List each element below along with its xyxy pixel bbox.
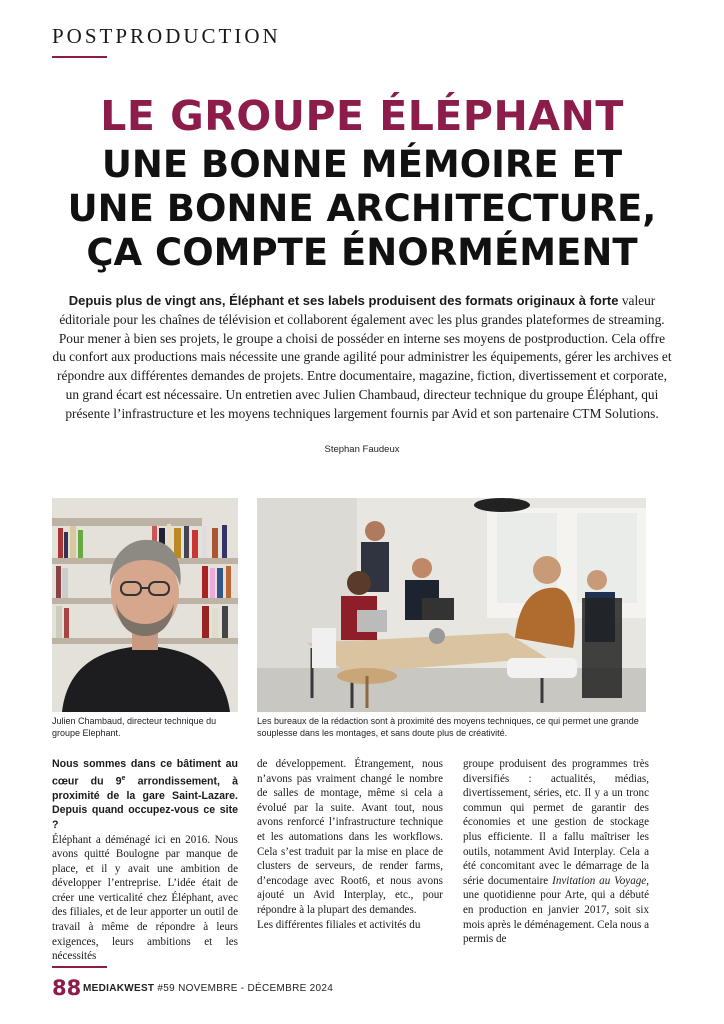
lede-bold: Depuis plus de vingt ans, Éléphant et ses labels produisent des formats originaux à forte [68, 293, 619, 308]
body-column-1 [52, 757, 238, 964]
body-column-2 [257, 757, 443, 932]
issue-info: #59 NOVEMBRE - DÉCEMBRE 2024 [154, 983, 334, 994]
answer-continuation: de développement. Étrangement, nous n’avons pas vraiment changé le nombre de salles de montage, même si cela a évolué par la suite. Avant tout, nous avons renforcé l’infrastructure technique et les automations dans les workflows. Cela s’est traduit par la mise en place de clusters de serveurs, de render farms, d’encodage avec Root6, et nous avons ajouté un Avid Interplay, etc., pour répondre à la plupart des demandes. [257, 758, 443, 916]
section-rule [52, 56, 107, 58]
headline-title: LE GROUPE ÉLÉPHANT [100, 92, 624, 140]
section-label: POSTPRODUCTION [52, 24, 281, 48]
interview-question: Nous sommes dans ce bâtiment au cœur du 9e arrondissement, à proximité de la gare Saint-Lazare. Depuis quand occupez-vous ce site ? [52, 758, 238, 831]
answer-paragraph-2: Les différentes filiales et activités du [257, 918, 421, 931]
body-column-3 [463, 757, 649, 947]
newsroom-photo [257, 498, 646, 712]
portrait-photo [52, 498, 238, 712]
headline-line-4: ÇA COMPTE ÉNORMÉMENT [86, 231, 638, 274]
footer-rule [52, 966, 107, 968]
magazine-name: MEDIAKWEST [83, 983, 155, 994]
byline: Stephan Faudeux [324, 444, 400, 455]
show-title: Invitation au Voyage [552, 874, 647, 887]
lede-text: valeur éditoriale pour les chaînes de télévision et collaborent également avec les plus grandes plateformes de streaming. Pour mener à bien ses projets, le groupe a choisi de posséder en interne ses moyens de postproduction. Cela offre du confort aux productions mais nécessite une grande agilité pour administrer les équipements, gérer les archives et répondre aux différentes demandes de projets. Entre documentaire, magazine, fiction, divertissement et corporate, un grand écart est nécessaire. Un entretien avec Julien Chambaud, directeur technique du groupe Éléphant, qui présente l’infrastructure et les moyens techniques largement fournis par Avid et son partenaire CTM Solutions. [52, 293, 672, 421]
page-number: 88 [52, 976, 82, 1000]
caption-portrait: Julien Chambaud, directeur technique du groupe Elephant. [52, 716, 217, 738]
headline-line-3: UNE BONNE ARCHITECTURE, [67, 187, 657, 230]
answer-continuation-2: groupe produisent des programmes très diversifiés : actualités, médias, divertissement, séries, etc. Il y a un tronc commun qui permet de garantir des économies et une gestion de stockage plus efficiente. Il a fallu maîtriser les outils, notamment Avid Interplay. Cela a été concomitant avec le démarrage de la série documentaire Invitation au Voyage, une quotidienne pour Arte, qui a débuté en production en janvier 2017, soit six mois après le déménagement. Cela nous a permis de [463, 758, 649, 946]
caption-newsroom: Les bureaux de la rédaction sont à proximité des moyens techniques, ce qui permet une grande souplesse dans les montages, et sans doute plus de créativité. [257, 716, 639, 738]
lede-paragraph [52, 292, 672, 424]
answer-paragraph: Éléphant a déménagé ici en 2016. Nous avons quitté Boulogne par manque de place, et il y avait une ambition de développer l’entreprise. L’idée était de créer une verticalité chez Éléphant, avec des filiales, et de leur apporter un outil de travail à même de répondre à leurs exigences, leurs ambitions et les nécessités [52, 833, 238, 963]
headline-line-2: UNE BONNE MÉMOIRE ET [101, 143, 623, 186]
magazine-issue [83, 983, 333, 994]
